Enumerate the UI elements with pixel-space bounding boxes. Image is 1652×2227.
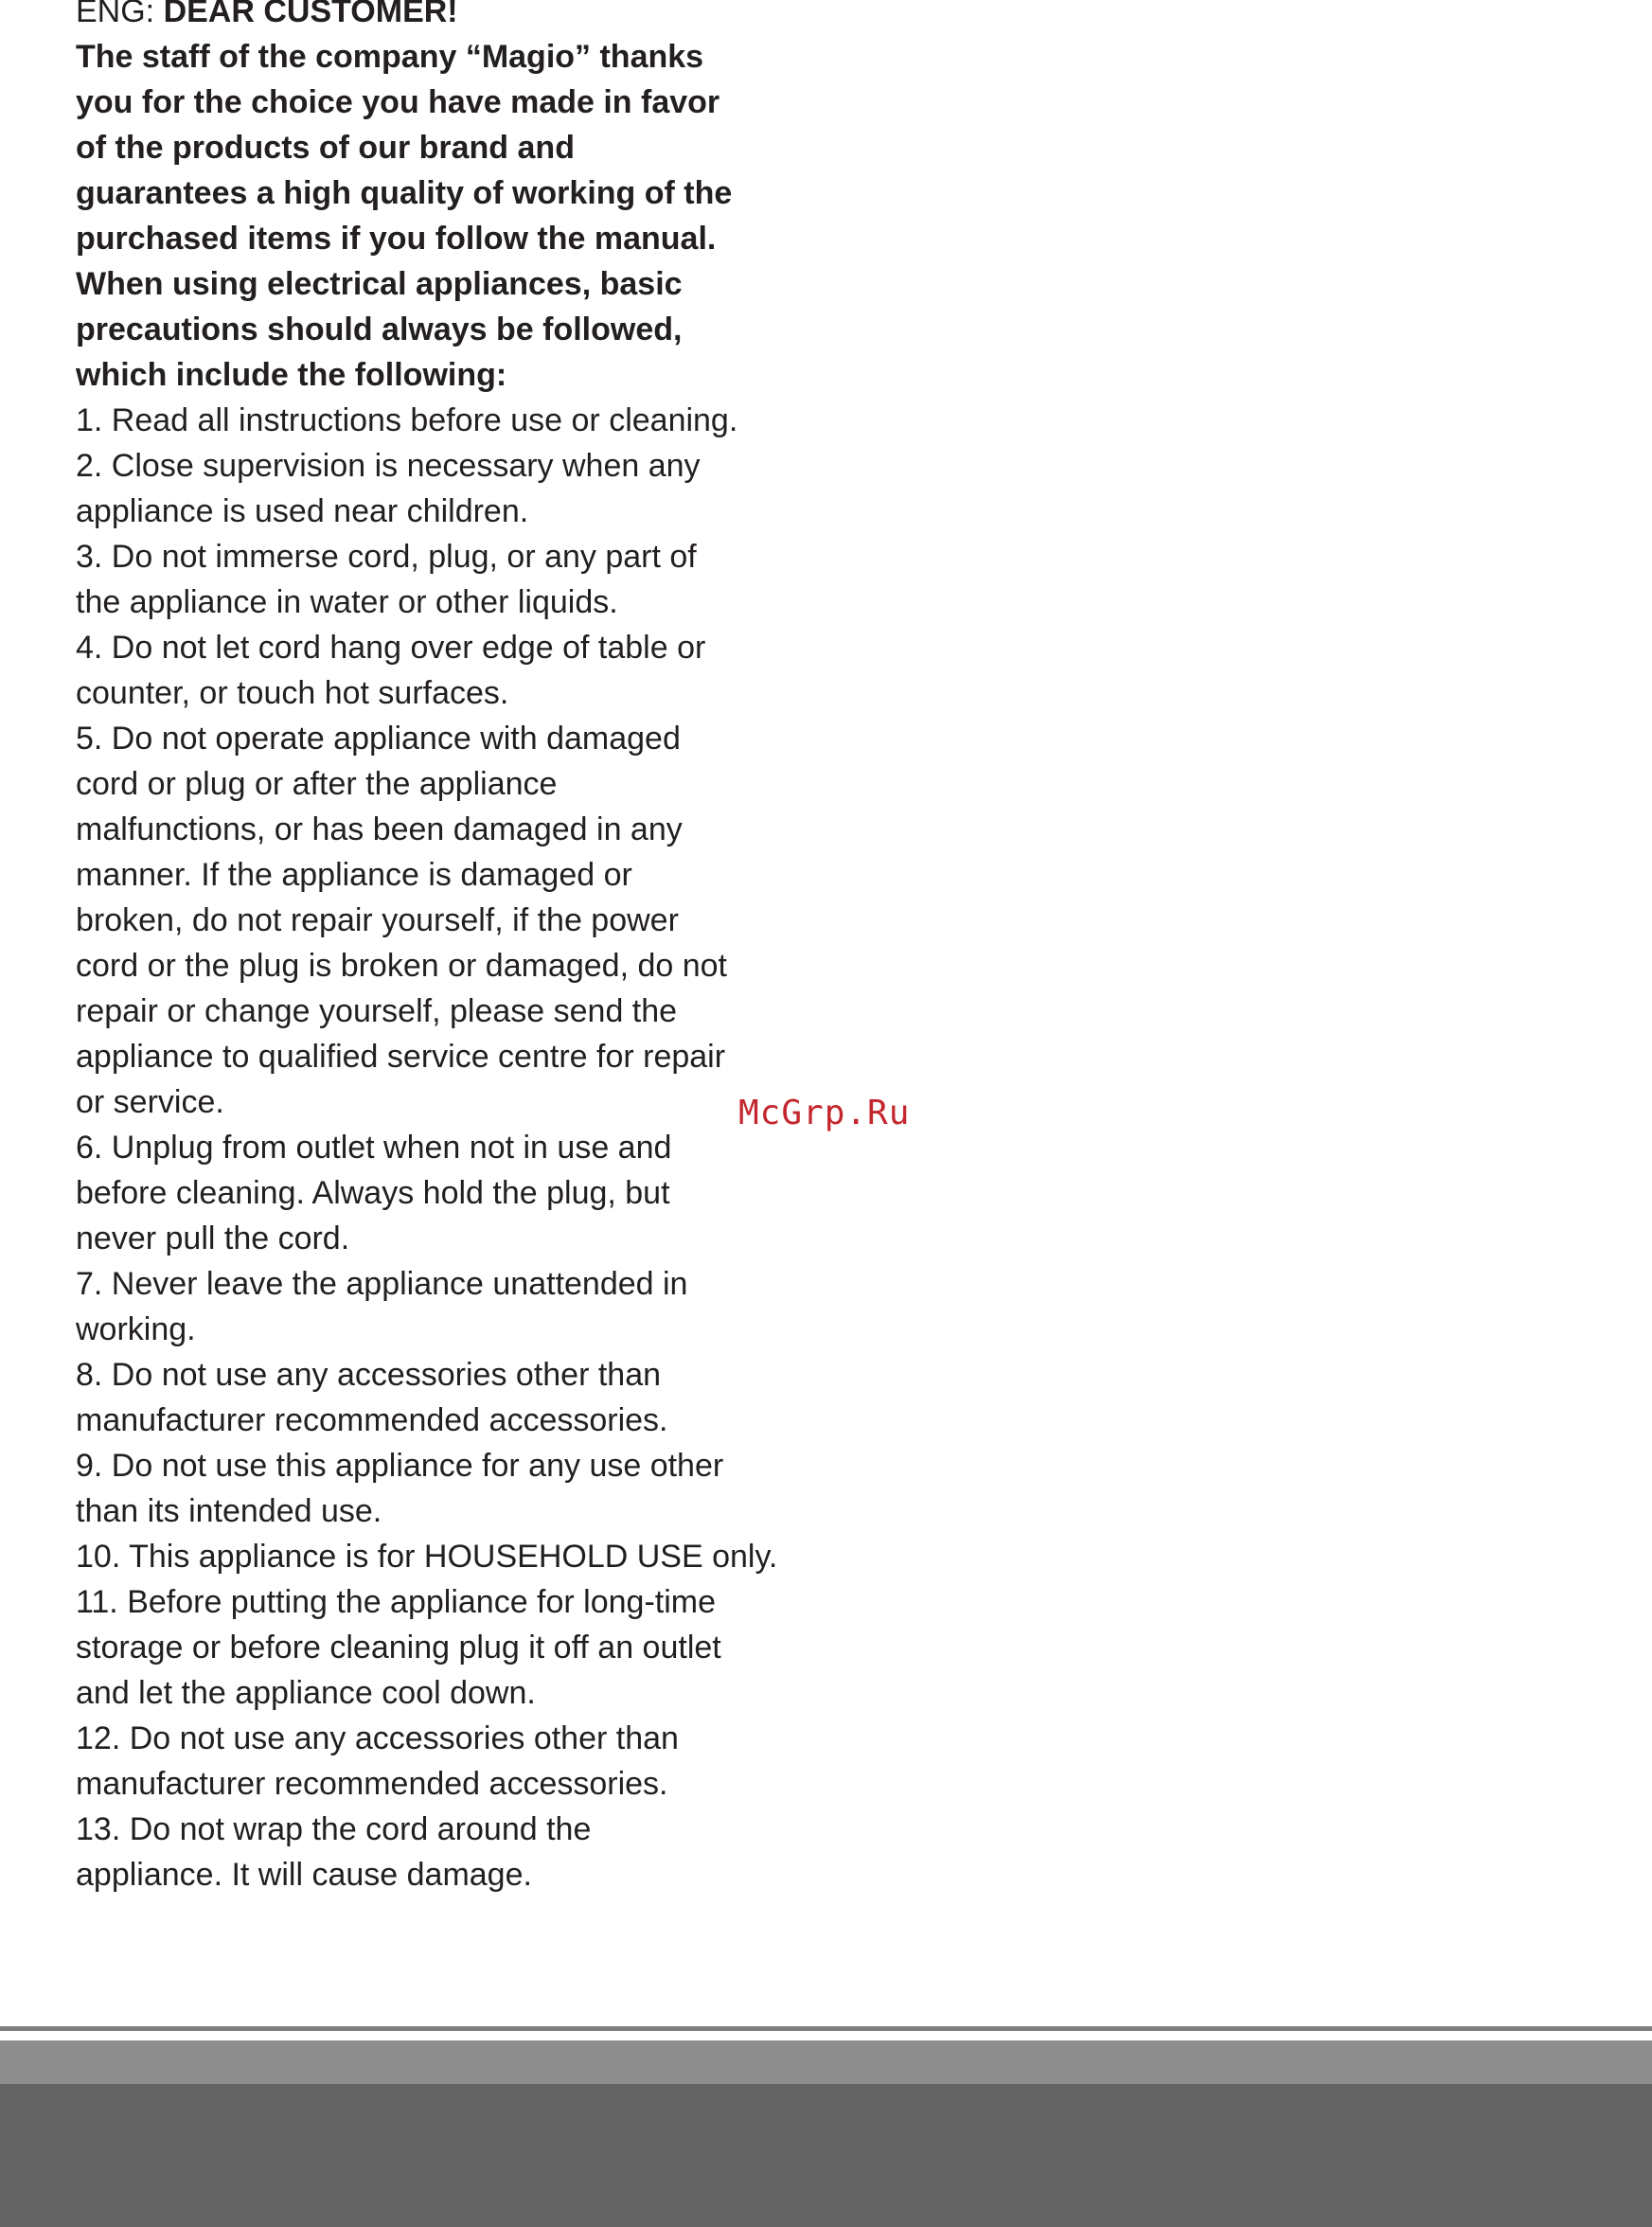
instruction-line: 3. Do not immerse cord, plug, or any part of [76,539,697,575]
instruction-line: appliance to qualified service centre for repair [76,1039,726,1075]
language-label: ENG: [76,0,164,29]
header-line [76,0,833,34]
instruction-line: 2. Close supervision is necessary when any [76,448,701,484]
instruction-line: manufacturer recommended accessories. [76,1402,668,1438]
instruction-line: 7. Never leave the appliance unattended in [76,1266,688,1302]
instruction-line: 1. Read all instructions before use or cleaning. [76,402,738,438]
instruction-line: appliance. It will cause damage. [76,1857,532,1893]
instruction-line: never pull the cord. [76,1220,350,1256]
instruction-line: and let the appliance cool down. [76,1675,536,1711]
instruction-line: cord or plug or after the appliance [76,766,558,802]
instruction-line: 8. Do not use any accessories other than [76,1357,662,1393]
instruction-line: 4. Do not let cord hang over edge of table or [76,630,706,666]
footer-band-light [0,2040,1652,2084]
intro-line: of the products of our brand and [76,130,575,166]
intro-line: which include the following: [76,357,507,393]
intro-line: you for the choice you have made in favor [76,84,720,120]
footer-divider [0,2026,1652,2031]
instruction-line: before cleaning. Always hold the plug, but [76,1175,670,1211]
site-watermark: McGrp.Ru [738,1094,911,1132]
instruction-line: or service. [76,1084,224,1120]
instruction-line: the appliance in water or other liquids. [76,584,618,620]
instruction-line: counter, or touch hot surfaces. [76,675,509,711]
intro-line: purchased items if you follow the manual. [76,221,717,257]
instruction-line: working. [76,1311,196,1347]
instruction-line: 13. Do not wrap the cord around the [76,1811,592,1847]
instruction-list [76,398,833,1897]
instruction-line: 12. Do not use any accessories other than [76,1720,679,1756]
instruction-line: storage or before cleaning plug it off an outlet [76,1630,721,1666]
instruction-line: broken, do not repair yourself, if the power [76,902,679,938]
instruction-line: repair or change yourself, please send the [76,993,678,1029]
intro-line: guarantees a high quality of working of the [76,175,733,211]
instruction-line: malfunctions, or has been damaged in any [76,811,683,847]
intro-line: The staff of the company “Magio” thanks [76,39,704,75]
instruction-line: manufacturer recommended accessories. [76,1766,668,1802]
instruction-line: 5. Do not operate appliance with damaged [76,721,681,757]
instruction-line: manner. If the appliance is damaged or [76,857,632,893]
instruction-line: 6. Unplug from outlet when not in use and [76,1130,672,1166]
intro-paragraph [76,34,833,398]
instruction-line: 10. This appliance is for HOUSEHOLD USE only. [76,1539,778,1575]
instruction-line: than its intended use. [76,1493,382,1529]
instruction-line: 11. Before putting the appliance for long-time [76,1584,717,1620]
instruction-line: appliance is used near children. [76,493,529,529]
instruction-line: 9. Do not use this appliance for any use other [76,1448,724,1484]
instruction-line: cord or the plug is broken or damaged, do not [76,948,727,984]
intro-line: When using electrical appliances, basic [76,266,683,302]
document-body [76,0,833,1897]
footer-band-dark [0,2084,1652,2227]
page-title: DEAR CUSTOMER! [163,0,458,29]
intro-line: precautions should always be followed, [76,312,683,347]
